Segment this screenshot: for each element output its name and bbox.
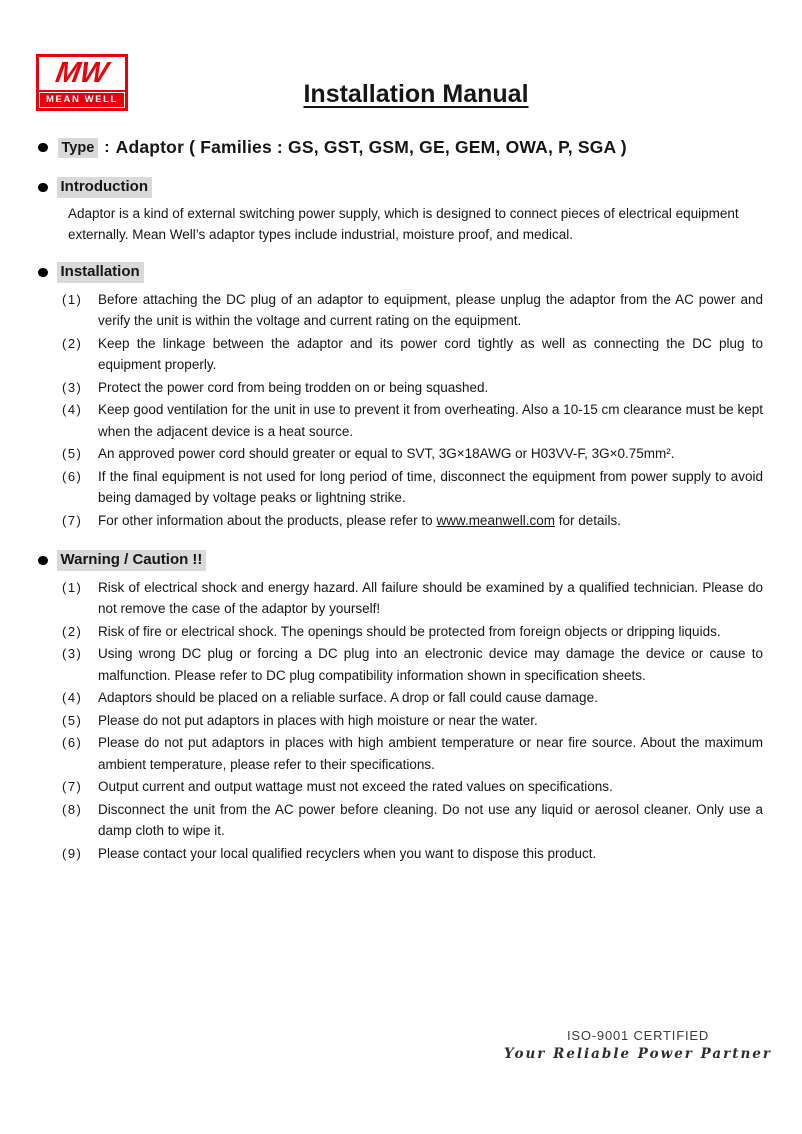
installation-item bbox=[62, 333, 763, 376]
section-introduction-heading bbox=[38, 177, 763, 198]
bullet-icon bbox=[38, 183, 48, 193]
installation-item bbox=[62, 443, 763, 464]
item-text-before-link: For other information about the products, please refer to bbox=[98, 512, 437, 528]
item-text: Please do not put adaptors in places with high moisture or near the water. bbox=[98, 712, 538, 728]
section-warning-heading bbox=[38, 550, 763, 571]
item-number: (3) bbox=[62, 646, 83, 662]
introduction-heading-text: Introduction bbox=[57, 177, 152, 198]
installation-item bbox=[62, 377, 763, 398]
installation-heading-text: Installation bbox=[57, 262, 144, 283]
item-text: Risk of electrical shock and energy hazard. All failure should be examined by a qualified technician. Please do not remove the case of the adaptor by yourself! bbox=[98, 579, 763, 617]
item-text: Protect the power cord from being trodden on or being squashed. bbox=[98, 379, 489, 395]
item-text-after-link: for details. bbox=[554, 512, 622, 528]
item-number: (7) bbox=[62, 512, 83, 528]
item-text: Using wrong DC plug or forcing a DC plug into an electronic device may damage the device or cause to malfunction. Please refer to DC plug compatibility information shown in specification sheets. bbox=[98, 646, 763, 683]
installation-item bbox=[62, 510, 763, 531]
warning-heading-text: Warning / Caution !! bbox=[57, 550, 207, 571]
warning-item bbox=[62, 732, 763, 775]
type-line bbox=[38, 137, 763, 158]
item-text: Before attaching the DC plug of an adaptor to equipment, please unplug the adaptor from the AC power and verify the unit is within the voltage and current rating on the equipment. bbox=[98, 292, 763, 329]
item-text: Keep the linkage between the adaptor and its power cord tightly as well as connecting the DC plug to equipment properly. bbox=[98, 335, 763, 373]
item-number: (3) bbox=[62, 379, 83, 395]
introduction-body: Adaptor is a kind of external switching power supply, which is designed to connect pieces of electrical equipment externally. Mean Well’s adaptor types include industrial, moisture proof, and medical. bbox=[68, 205, 739, 243]
installation-item bbox=[62, 289, 763, 332]
item-text: Output current and output wattage must not exceed the rated values on specifications. bbox=[98, 779, 613, 795]
item-text: An approved power cord should greater or equal to SVT, 3G×18AWG or H03VV-F, 3G×0.75mm². bbox=[98, 446, 675, 462]
type-value: Adaptor ( Families : GS, GST, GSM, GE, GEM, OWA, P, SGA ) bbox=[115, 137, 627, 157]
item-number: (5) bbox=[62, 712, 83, 728]
warning-list bbox=[62, 577, 763, 864]
page-footer bbox=[504, 1028, 772, 1062]
item-number: (2) bbox=[62, 335, 83, 351]
brand-tagline: Your Reliable Power Partner bbox=[504, 1046, 772, 1062]
item-number: (4) bbox=[62, 402, 83, 418]
item-text: Please contact your local qualified recyclers when you want to dispose this product. bbox=[98, 845, 597, 861]
item-text bbox=[98, 510, 763, 531]
item-number: (8) bbox=[62, 801, 83, 817]
item-text: Risk of fire or electrical shock. The openings should be protected from foreign objects or dripping liquids. bbox=[98, 623, 721, 639]
warning-item bbox=[62, 799, 763, 842]
warning-item bbox=[62, 577, 763, 620]
type-label: Type bbox=[58, 138, 99, 158]
item-number: (9) bbox=[62, 845, 83, 861]
item-number: (1) bbox=[62, 579, 83, 595]
warning-item bbox=[62, 710, 763, 731]
logo-mw-monogram: MW bbox=[53, 57, 111, 89]
bullet-icon bbox=[38, 556, 48, 566]
bullet-icon bbox=[38, 268, 48, 278]
page-title: Installation Manual bbox=[303, 80, 529, 108]
item-number: (6) bbox=[62, 468, 83, 484]
warning-item bbox=[62, 621, 763, 642]
installation-item bbox=[62, 399, 763, 442]
type-separator: : bbox=[104, 138, 110, 156]
item-number: (4) bbox=[62, 690, 83, 706]
bullet-icon bbox=[38, 143, 48, 153]
item-text: Please do not put adaptors in places with high ambient temperature or near fire source. About the maximum ambient temperature, please refer to their specifications. bbox=[98, 735, 763, 772]
warning-item bbox=[62, 843, 763, 864]
item-text: Adaptors should be placed on a reliable surface. A drop or fall could cause damage. bbox=[98, 690, 598, 706]
item-text: If the final equipment is not used for long period of time, disconnect the equipment from power supply to avoid being damaged by voltage peaks or lightning strike. bbox=[98, 468, 763, 506]
warning-item bbox=[62, 643, 763, 686]
warning-item bbox=[62, 776, 763, 797]
installation-item bbox=[62, 466, 763, 509]
installation-list bbox=[62, 289, 763, 531]
item-number: (6) bbox=[62, 735, 83, 751]
title-row bbox=[0, 80, 802, 109]
warning-item bbox=[62, 687, 763, 708]
item-number: (5) bbox=[62, 446, 83, 462]
item-text: Keep good ventilation for the unit in use to prevent it from overheating. Also a 10-15 cm clearance must be kept when the adjacent device is a heat source. bbox=[98, 402, 763, 439]
meanwell-website-link[interactable]: www.meanwell.com bbox=[436, 512, 555, 528]
item-number: (7) bbox=[62, 779, 83, 795]
item-number: (2) bbox=[62, 623, 83, 639]
section-installation-heading bbox=[38, 262, 763, 283]
document-content bbox=[38, 137, 763, 865]
logo-brand-text: MEAN WELL bbox=[46, 94, 118, 106]
item-text: Disconnect the unit from the AC power before cleaning. Do not use any liquid or aerosol cleaner. Only use a damp cloth to wipe it. bbox=[98, 801, 763, 839]
item-number: (1) bbox=[62, 292, 83, 308]
iso-certification-text: ISO-9001 CERTIFIED bbox=[566, 1028, 710, 1043]
